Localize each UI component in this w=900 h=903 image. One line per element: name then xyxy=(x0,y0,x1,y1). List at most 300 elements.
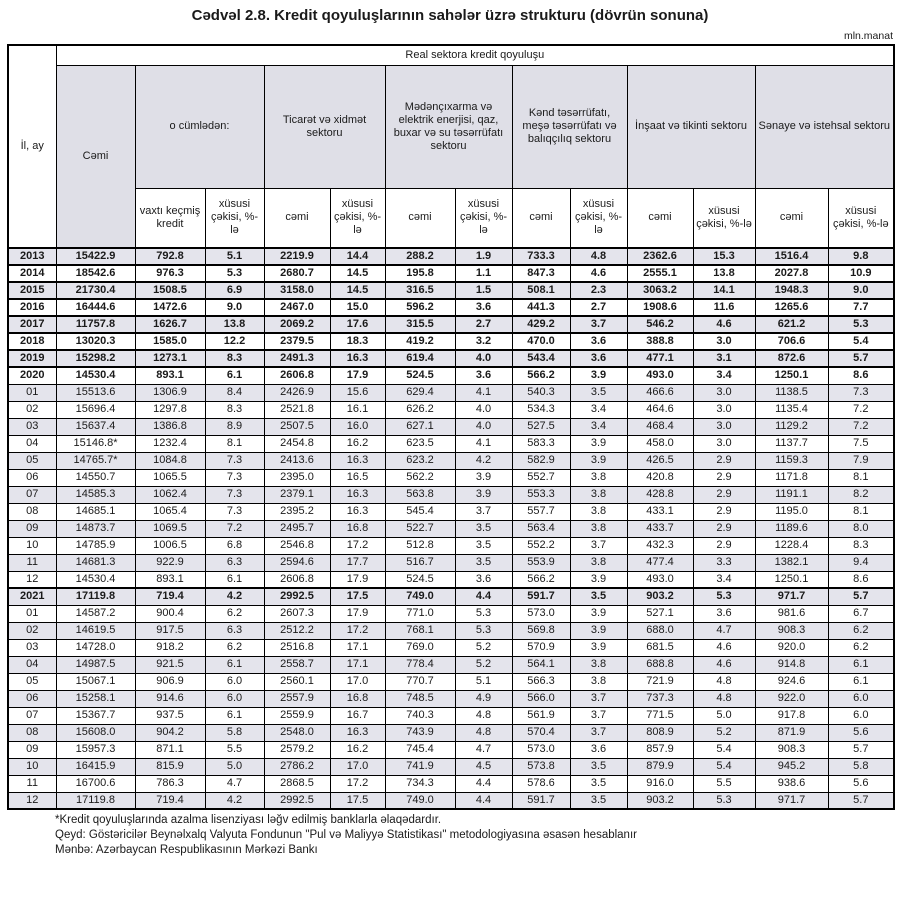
table-cell: 1250.1 xyxy=(755,571,828,588)
table-cell: 3.7 xyxy=(570,724,627,741)
table-row xyxy=(8,401,894,418)
table-cell: 1273.1 xyxy=(135,350,205,367)
table-cell: 16.3 xyxy=(330,724,385,741)
table-cell: 5.3 xyxy=(693,792,755,809)
table-title: Cədvəl 2.8. Kredit qoyuluşlarının sahələr üzrə strukturu (dövrün sonuna) xyxy=(191,7,709,24)
table-cell: 2557.9 xyxy=(264,690,330,707)
table-cell: 971.7 xyxy=(755,792,828,809)
table-cell: 562.2 xyxy=(385,469,455,486)
table-cell: 3063.2 xyxy=(627,282,693,299)
table-cell: 1135.4 xyxy=(755,401,828,418)
table-cell: 1472.6 xyxy=(135,299,205,316)
table-cell: 7.9 xyxy=(828,452,894,469)
table-cell: 3.8 xyxy=(570,554,627,571)
table-cell: 543.4 xyxy=(512,350,570,367)
header-row-top xyxy=(8,45,894,65)
table-cell: 4.6 xyxy=(693,656,755,673)
table-cell: 5.3 xyxy=(205,265,264,282)
table-row xyxy=(8,435,894,452)
table-row xyxy=(8,690,894,707)
table-cell: 3.9 xyxy=(570,605,627,622)
table-cell: 2.9 xyxy=(693,469,755,486)
table-row xyxy=(8,588,894,605)
table-cell: 623.5 xyxy=(385,435,455,452)
table-cell: 524.5 xyxy=(385,571,455,588)
table-cell: 493.0 xyxy=(627,367,693,384)
table-cell: 3.0 xyxy=(693,384,755,401)
table-cell: 16.2 xyxy=(330,741,385,758)
column-header-agriculture-sector: Kənd təsərrüfatı, meşə təsərrüfatı və balıqçılıq sektoru xyxy=(512,65,627,188)
table-cell: 14619.5 xyxy=(56,622,135,639)
row-label: 08 xyxy=(8,724,56,741)
table-cell: 16415.9 xyxy=(56,758,135,775)
subcolumn-share-percent: xüsusi çəkisi, %-lə xyxy=(330,188,385,248)
table-cell: 508.1 xyxy=(512,282,570,299)
table-cell: 15637.4 xyxy=(56,418,135,435)
table-cell: 432.3 xyxy=(627,537,693,554)
table-cell: 3.3 xyxy=(693,554,755,571)
table-cell: 17.9 xyxy=(330,571,385,588)
table-cell: 3.9 xyxy=(570,622,627,639)
table-cell: 5.2 xyxy=(455,656,512,673)
table-cell: 1062.4 xyxy=(135,486,205,503)
table-cell: 17.7 xyxy=(330,554,385,571)
table-cell: 540.3 xyxy=(512,384,570,401)
table-cell: 15.0 xyxy=(330,299,385,316)
table-cell: 748.5 xyxy=(385,690,455,707)
table-cell: 13.8 xyxy=(205,316,264,333)
table-cell: 570.4 xyxy=(512,724,570,741)
table-cell: 2.9 xyxy=(693,520,755,537)
table-cell: 1065.4 xyxy=(135,503,205,520)
table-row xyxy=(8,384,894,401)
table-row xyxy=(8,758,894,775)
table-cell: 3.5 xyxy=(455,537,512,554)
subcolumn-share-percent: xüsusi çəkisi, %-lə xyxy=(828,188,894,248)
table-cell: 16.3 xyxy=(330,452,385,469)
table-cell: 1908.6 xyxy=(627,299,693,316)
table-cell: 981.6 xyxy=(755,605,828,622)
table-cell: 4.8 xyxy=(455,724,512,741)
table-row xyxy=(8,418,894,435)
table-cell: 5.3 xyxy=(455,605,512,622)
table-cell: 1232.4 xyxy=(135,435,205,452)
table-cell: 3.8 xyxy=(570,486,627,503)
table-cell: 4.5 xyxy=(455,758,512,775)
table-body xyxy=(8,248,894,809)
table-cell: 908.3 xyxy=(755,622,828,639)
table-cell: 16.3 xyxy=(330,486,385,503)
table-cell: 619.4 xyxy=(385,350,455,367)
table-row xyxy=(8,469,894,486)
table-cell: 8.3 xyxy=(828,537,894,554)
table-cell: 733.3 xyxy=(512,248,570,265)
table-cell: 5.2 xyxy=(455,639,512,656)
table-cell: 2548.0 xyxy=(264,724,330,741)
table-cell: 719.4 xyxy=(135,792,205,809)
table-cell: 8.6 xyxy=(828,367,894,384)
header-row-groups xyxy=(8,65,894,188)
table-cell: 426.5 xyxy=(627,452,693,469)
table-cell: 2027.8 xyxy=(755,265,828,282)
table-cell: 4.6 xyxy=(570,265,627,282)
table-cell: 3.7 xyxy=(570,690,627,707)
table-cell: 388.8 xyxy=(627,333,693,350)
table-cell: 3.9 xyxy=(455,486,512,503)
row-label: 08 xyxy=(8,503,56,520)
table-cell: 3.4 xyxy=(693,367,755,384)
row-label: 2021 xyxy=(8,588,56,605)
table-cell: 2379.1 xyxy=(264,486,330,503)
table-cell: 924.6 xyxy=(755,673,828,690)
table-row xyxy=(8,503,894,520)
table-cell: 2680.7 xyxy=(264,265,330,282)
table-cell: 945.2 xyxy=(755,758,828,775)
table-cell: 16.3 xyxy=(330,350,385,367)
table-cell: 17.9 xyxy=(330,605,385,622)
table-row xyxy=(8,622,894,639)
table-cell: 6.0 xyxy=(828,707,894,724)
table-cell: 5.4 xyxy=(828,333,894,350)
table-cell: 2219.9 xyxy=(264,248,330,265)
table-row xyxy=(8,316,894,333)
table-cell: 4.4 xyxy=(455,792,512,809)
table-cell: 627.1 xyxy=(385,418,455,435)
table-cell: 6.1 xyxy=(205,571,264,588)
table-cell: 6.1 xyxy=(828,673,894,690)
table-cell: 743.9 xyxy=(385,724,455,741)
table-cell: 7.5 xyxy=(828,435,894,452)
table-cell: 908.3 xyxy=(755,741,828,758)
table-cell: 768.1 xyxy=(385,622,455,639)
table-cell: 3.5 xyxy=(455,520,512,537)
table-cell: 5.0 xyxy=(693,707,755,724)
table-cell: 563.4 xyxy=(512,520,570,537)
table-cell: 1386.8 xyxy=(135,418,205,435)
table-cell: 6.7 xyxy=(828,605,894,622)
table-row xyxy=(8,248,894,265)
table-cell: 3.5 xyxy=(570,588,627,605)
table-row xyxy=(8,792,894,809)
table-cell: 918.2 xyxy=(135,639,205,656)
table-cell: 1948.3 xyxy=(755,282,828,299)
table-cell: 4.2 xyxy=(205,588,264,605)
table-cell: 5.3 xyxy=(693,588,755,605)
table-cell: 14.1 xyxy=(693,282,755,299)
table-cell: 3.9 xyxy=(570,435,627,452)
table-cell: 5.0 xyxy=(205,758,264,775)
table-cell: 14987.5 xyxy=(56,656,135,673)
table-cell: 7.3 xyxy=(205,503,264,520)
table-cell: 18542.6 xyxy=(56,265,135,282)
table-cell: 419.2 xyxy=(385,333,455,350)
table-cell: 8.0 xyxy=(828,520,894,537)
table-row xyxy=(8,452,894,469)
table-cell: 893.1 xyxy=(135,367,205,384)
table-cell: 4.0 xyxy=(455,401,512,418)
table-cell: 1138.5 xyxy=(755,384,828,401)
table-cell: 7.3 xyxy=(828,384,894,401)
table-cell: 903.2 xyxy=(627,792,693,809)
table-cell: 3158.0 xyxy=(264,282,330,299)
table-cell: 3.5 xyxy=(570,792,627,809)
table-row xyxy=(8,656,894,673)
table-cell: 626.2 xyxy=(385,401,455,418)
table-cell: 466.6 xyxy=(627,384,693,401)
table-cell: 4.4 xyxy=(455,588,512,605)
table-cell: 2454.8 xyxy=(264,435,330,452)
table-cell: 591.7 xyxy=(512,588,570,605)
table-cell: 3.7 xyxy=(570,707,627,724)
table-cell: 2992.5 xyxy=(264,588,330,605)
table-cell: 6.0 xyxy=(205,690,264,707)
table-cell: 441.3 xyxy=(512,299,570,316)
table-cell: 906.9 xyxy=(135,673,205,690)
table-cell: 2.7 xyxy=(455,316,512,333)
row-label: 2018 xyxy=(8,333,56,350)
footnote-asterisk: *Kredit qoyuluşlarında azalma lisenziyası ləğv edilmiş banklarla əlaqədardır. xyxy=(55,814,442,826)
table-cell: 5.8 xyxy=(205,724,264,741)
table-cell: 9.8 xyxy=(828,248,894,265)
row-label: 07 xyxy=(8,486,56,503)
table-row xyxy=(8,333,894,350)
table-cell: 3.4 xyxy=(693,571,755,588)
table-cell: 681.5 xyxy=(627,639,693,656)
table-cell: 17119.8 xyxy=(56,792,135,809)
table-cell: 6.1 xyxy=(205,367,264,384)
row-label: 02 xyxy=(8,401,56,418)
table-cell: 7.2 xyxy=(205,520,264,537)
table-cell: 573.0 xyxy=(512,741,570,758)
table-cell: 15422.9 xyxy=(56,248,135,265)
table-cell: 3.6 xyxy=(455,571,512,588)
table-row xyxy=(8,486,894,503)
table-cell: 872.6 xyxy=(755,350,828,367)
table-cell: 596.2 xyxy=(385,299,455,316)
table-cell: 16700.6 xyxy=(56,775,135,792)
column-header-o-cumleden: o cümlədən: xyxy=(135,65,264,188)
table-cell: 623.2 xyxy=(385,452,455,469)
table-cell: 719.4 xyxy=(135,588,205,605)
table-cell: 1508.5 xyxy=(135,282,205,299)
table-cell: 771.5 xyxy=(627,707,693,724)
table-cell: 2606.8 xyxy=(264,367,330,384)
table-cell: 2495.7 xyxy=(264,520,330,537)
table-cell: 561.9 xyxy=(512,707,570,724)
table-cell: 857.9 xyxy=(627,741,693,758)
subcolumn-share-percent: xüsusi çəkisi, %-lə xyxy=(693,188,755,248)
table-cell: 3.7 xyxy=(455,503,512,520)
table-row xyxy=(8,707,894,724)
table-cell: 914.6 xyxy=(135,690,205,707)
table-cell: 17.0 xyxy=(330,758,385,775)
table-cell: 13020.3 xyxy=(56,333,135,350)
table-cell: 6.1 xyxy=(205,656,264,673)
table-cell: 493.0 xyxy=(627,571,693,588)
table-cell: 6.9 xyxy=(205,282,264,299)
table-cell: 527.5 xyxy=(512,418,570,435)
table-cell: 3.6 xyxy=(570,333,627,350)
table-cell: 3.8 xyxy=(570,520,627,537)
table-cell: 6.2 xyxy=(205,605,264,622)
row-label: 11 xyxy=(8,554,56,571)
table-cell: 563.8 xyxy=(385,486,455,503)
table-cell: 3.6 xyxy=(455,367,512,384)
table-cell: 808.9 xyxy=(627,724,693,741)
table-cell: 2426.9 xyxy=(264,384,330,401)
row-label: 04 xyxy=(8,656,56,673)
table-cell: 8.1 xyxy=(828,503,894,520)
table-cell: 14587.2 xyxy=(56,605,135,622)
table-cell: 871.1 xyxy=(135,741,205,758)
row-label: 03 xyxy=(8,418,56,435)
table-cell: 5.5 xyxy=(205,741,264,758)
table-cell: 15.3 xyxy=(693,248,755,265)
table-cell: 3.0 xyxy=(693,418,755,435)
table-cell: 316.5 xyxy=(385,282,455,299)
table-cell: 815.9 xyxy=(135,758,205,775)
footnote-source: Mənbə: Azərbaycan Respublikasının Mərkəzi Bankı xyxy=(55,844,318,856)
table-cell: 16.8 xyxy=(330,520,385,537)
table-cell: 2.9 xyxy=(693,537,755,554)
table-cell: 477.4 xyxy=(627,554,693,571)
table-cell: 16444.6 xyxy=(56,299,135,316)
table-cell: 15957.3 xyxy=(56,741,135,758)
column-header-il-ay: İl, ay xyxy=(8,45,56,248)
table-cell: 734.3 xyxy=(385,775,455,792)
table-cell: 1.1 xyxy=(455,265,512,282)
table-cell: 4.7 xyxy=(455,741,512,758)
table-cell: 1065.5 xyxy=(135,469,205,486)
table-cell: 5.4 xyxy=(693,758,755,775)
table-cell: 6.2 xyxy=(205,639,264,656)
table-cell: 5.3 xyxy=(828,316,894,333)
table-cell: 3.7 xyxy=(570,316,627,333)
table-cell: 17.0 xyxy=(330,673,385,690)
table-cell: 566.2 xyxy=(512,571,570,588)
table-cell: 428.8 xyxy=(627,486,693,503)
table-cell: 1129.2 xyxy=(755,418,828,435)
table-cell: 17.2 xyxy=(330,775,385,792)
table-cell: 4.7 xyxy=(205,775,264,792)
table-cell: 3.5 xyxy=(570,758,627,775)
table-cell: 552.7 xyxy=(512,469,570,486)
table-cell: 2395.0 xyxy=(264,469,330,486)
table-cell: 1.9 xyxy=(455,248,512,265)
row-label: 05 xyxy=(8,452,56,469)
table-cell: 11.6 xyxy=(693,299,755,316)
table-row xyxy=(8,520,894,537)
table-cell: 737.3 xyxy=(627,690,693,707)
table-cell: 2607.3 xyxy=(264,605,330,622)
subcolumn-total: cəmi xyxy=(627,188,693,248)
table-cell: 14530.4 xyxy=(56,367,135,384)
table-cell: 583.3 xyxy=(512,435,570,452)
table-cell: 893.1 xyxy=(135,571,205,588)
table-cell: 14785.9 xyxy=(56,537,135,554)
row-label: 2020 xyxy=(8,367,56,384)
table-cell: 1297.8 xyxy=(135,401,205,418)
table-cell: 8.1 xyxy=(205,435,264,452)
column-header-real-sector: Real sektora kredit qoyuluşu xyxy=(56,45,894,65)
table-cell: 4.0 xyxy=(455,350,512,367)
table-cell: 9.0 xyxy=(828,282,894,299)
subcolumn-overdue-credit: vaxtı keçmiş kredit xyxy=(135,188,205,248)
table-cell: 3.9 xyxy=(570,452,627,469)
table-cell: 15696.4 xyxy=(56,401,135,418)
table-cell: 688.8 xyxy=(627,656,693,673)
row-label: 10 xyxy=(8,758,56,775)
table-cell: 8.1 xyxy=(828,469,894,486)
table-cell: 470.0 xyxy=(512,333,570,350)
table-cell: 564.1 xyxy=(512,656,570,673)
table-cell: 6.2 xyxy=(828,622,894,639)
table-cell: 3.5 xyxy=(570,775,627,792)
subcolumn-total: cəmi xyxy=(755,188,828,248)
table-cell: 745.4 xyxy=(385,741,455,758)
table-cell: 2786.2 xyxy=(264,758,330,775)
table-cell: 4.2 xyxy=(455,452,512,469)
table-cell: 15513.6 xyxy=(56,384,135,401)
table-cell: 11757.8 xyxy=(56,316,135,333)
table-cell: 4.9 xyxy=(455,690,512,707)
table-cell: 1084.8 xyxy=(135,452,205,469)
row-label: 09 xyxy=(8,741,56,758)
table-cell: 12.2 xyxy=(205,333,264,350)
table-cell: 582.9 xyxy=(512,452,570,469)
table-cell: 3.7 xyxy=(570,537,627,554)
table-cell: 1585.0 xyxy=(135,333,205,350)
table-cell: 591.7 xyxy=(512,792,570,809)
table-cell: 1626.7 xyxy=(135,316,205,333)
table-cell: 3.4 xyxy=(570,401,627,418)
table-cell: 1228.4 xyxy=(755,537,828,554)
table-cell: 15067.1 xyxy=(56,673,135,690)
table-cell: 4.7 xyxy=(693,622,755,639)
table-cell: 552.2 xyxy=(512,537,570,554)
table-cell: 13.8 xyxy=(693,265,755,282)
table-cell: 1171.8 xyxy=(755,469,828,486)
table-cell: 534.3 xyxy=(512,401,570,418)
table-cell: 920.0 xyxy=(755,639,828,656)
table-cell: 458.0 xyxy=(627,435,693,452)
table-cell: 4.6 xyxy=(693,316,755,333)
row-label: 2015 xyxy=(8,282,56,299)
table-cell: 937.5 xyxy=(135,707,205,724)
table-cell: 922.0 xyxy=(755,690,828,707)
table-cell: 3.4 xyxy=(570,418,627,435)
table-cell: 516.7 xyxy=(385,554,455,571)
table-cell: 573.0 xyxy=(512,605,570,622)
table-cell: 1382.1 xyxy=(755,554,828,571)
table-cell: 7.3 xyxy=(205,486,264,503)
table-cell: 14550.7 xyxy=(56,469,135,486)
table-cell: 17.5 xyxy=(330,792,385,809)
table-cell: 2512.2 xyxy=(264,622,330,639)
table-cell: 1306.9 xyxy=(135,384,205,401)
table-cell: 546.2 xyxy=(627,316,693,333)
table-cell: 740.3 xyxy=(385,707,455,724)
table-cell: 3.8 xyxy=(570,503,627,520)
table-cell: 1159.3 xyxy=(755,452,828,469)
table-cell: 3.6 xyxy=(693,605,755,622)
table-cell: 5.1 xyxy=(455,673,512,690)
table-cell: 17.5 xyxy=(330,588,385,605)
table-cell: 6.0 xyxy=(205,673,264,690)
table-cell: 5.2 xyxy=(693,724,755,741)
table-cell: 792.8 xyxy=(135,248,205,265)
header-row-subcolumns xyxy=(8,188,894,248)
